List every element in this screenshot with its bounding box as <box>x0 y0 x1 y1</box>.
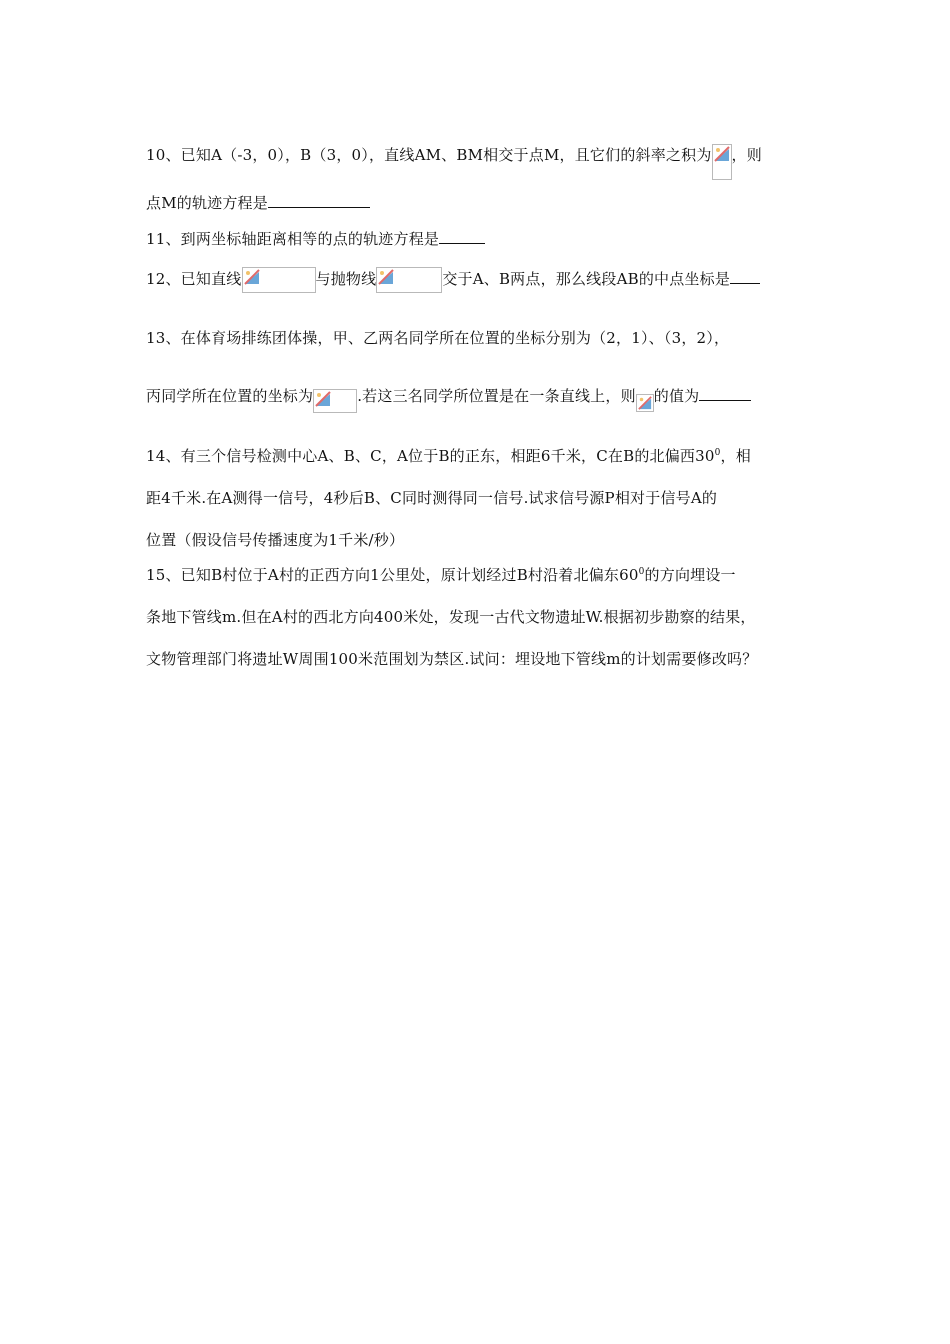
formula-image-icon <box>636 394 654 412</box>
question-14-text-1a: 14、有三个信号检测中心A、B、C，A位于B的正东，相距6千米，C在B的北偏西30 <box>146 447 715 465</box>
answer-blank <box>439 228 485 244</box>
formula-image-icon <box>242 267 316 293</box>
question-15-line-3 <box>146 648 757 670</box>
question-12-text-1: 12、已知直线 <box>146 270 242 288</box>
question-10-text-end: ，则 <box>731 146 762 164</box>
formula-image-icon <box>376 267 442 293</box>
answer-blank <box>699 385 751 401</box>
answer-blank <box>268 192 370 208</box>
question-13-line-1 <box>146 327 729 349</box>
question-10-text-2: 点M的轨迹方程是 <box>146 194 268 212</box>
question-15-text-1b: 的方向埋设一 <box>644 566 736 584</box>
question-14-line-1 <box>146 445 751 467</box>
question-12-text-2: 与抛物线 <box>315 270 377 288</box>
question-14-line-2 <box>146 487 717 509</box>
question-11-text: 11、到两坐标轴距离相等的点的轨迹方程是 <box>146 230 440 248</box>
question-10-line-1 <box>146 138 762 174</box>
question-13-text-2a: 丙同学所在位置的坐标为 <box>146 387 314 405</box>
question-15-text-2: 条地下管线m.但在A村的西北方向400米处，发现一古代文物遗址W.根据初步勘察的结果， <box>146 608 756 626</box>
question-10-text: 10、已知A（-3，0），B（3，0），直线AM、BM相交于点M，且它们的斜率之积为 <box>146 146 712 164</box>
answer-blank <box>730 268 760 284</box>
question-11 <box>146 228 485 250</box>
question-14-line-3 <box>146 529 404 551</box>
question-15-text-3: 文物管理部门将遗址W周围100米范围划为禁区.试问：埋设地下管线m的计划需要修改吗？ <box>146 650 758 668</box>
degree-superscript: 0 <box>638 567 645 577</box>
question-14-text-1b: ，相 <box>720 447 751 465</box>
question-13-text-2c: 的值为 <box>653 387 700 405</box>
question-13-text-1: 13、在体育场排练团体操，甲、乙两名同学所在位置的坐标分别为（2，1）、（3，2）， <box>146 329 730 347</box>
question-15-text-1a: 15、已知B村位于A村的正西方向1公里处，原计划经过B村沿着北偏东60 <box>146 566 639 584</box>
question-13-text-2b: .若这三名同学所位置是在一条直线上，则 <box>357 387 636 405</box>
question-13-line-2 <box>146 385 751 409</box>
question-14-text-2: 距4千米.在A测得一信号，4秒后B、C同时测得同一信号.试求信号源P相对于信号A的 <box>146 489 718 507</box>
degree-superscript: 0 <box>714 448 721 458</box>
question-15-line-2 <box>146 606 756 628</box>
question-10-line-2 <box>146 192 370 214</box>
question-15-line-1 <box>146 564 736 586</box>
question-14-text-3: 位置（假设信号传播速度为1千米/秒） <box>146 531 405 549</box>
question-12-text-3: 交于A、B两点，那么线段AB的中点坐标是 <box>442 270 731 288</box>
question-12 <box>146 267 760 293</box>
formula-image-icon <box>313 389 357 413</box>
formula-image-icon <box>712 144 732 180</box>
